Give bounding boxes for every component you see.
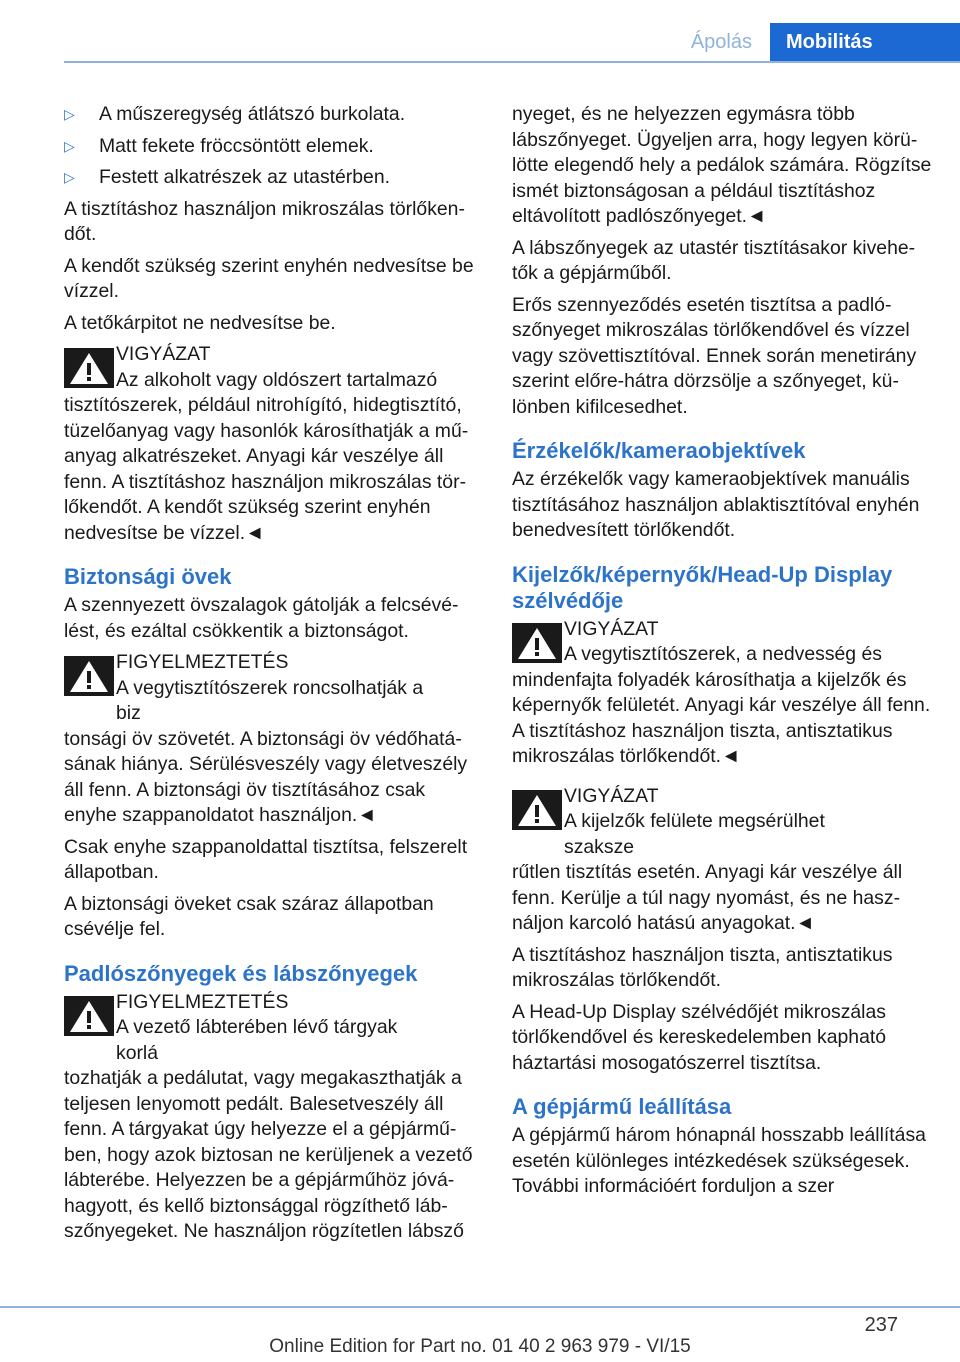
- paragraph: A biztonsági öveket csak száraz állapotban csévélje fel.: [64, 892, 434, 940]
- paragraph: A kendőt szükség szerint enyhén nedvesítse be vízzel.: [64, 254, 474, 302]
- paragraph: A szennyezett övszalagok gátolják a felcsévélést, és ezáltal csökkentik a biztonságot.: [64, 594, 459, 642]
- warning-triangle-icon: [512, 623, 562, 663]
- header-rule: [64, 61, 960, 63]
- paragraph: A Head-Up Display szélvédőjét mikroszálas törlőkendővel és kereskedelemben kapható háztartási mosogatószerrel tisztítsa.: [512, 1000, 887, 1074]
- list-item: ▷ A műszeregység átlátszó burkolata.: [64, 102, 482, 128]
- warning-box: FIGYELMEZTETÉS A vegytisztítószerek roncsolhatják a biz tonsági öv szövetét. A biztonsági öv védőhatásának hiánya. Sérülésveszély vagy életveszély áll fenn. A biztonsági öv tisztításához csak enyhe szappanoldatot használjon.◄: [64, 651, 468, 826]
- caution-box: VIGYÁZAT Az alkoholt vagy oldószert tartalmazó tisztítószerek, például nitrohígító, hidegtisztító, tüzelőanyag vagy hasonlók károsíthatják a műanyag alkatrészeket. Anyagi kár veszélye áll fenn. A tisztításhoz használjon mikroszálas törlőkendőt. A kendőt szükség szerint enyhén nedvesítse be vízzel.◄: [64, 343, 469, 544]
- warning-triangle-icon: [512, 790, 562, 830]
- list-item: ▷ Festett alkatrészek az utastérben.: [64, 165, 482, 191]
- right-column: [512, 102, 932, 1206]
- paragraph: A gépjármű három hónapnál hosszabb leállítása esetén különleges intézkedések szükségesek. További információért forduljon a szer: [512, 1124, 926, 1197]
- tab-apolas[interactable]: Ápolás: [673, 23, 770, 61]
- triangle-bullet-icon: ▷: [64, 106, 75, 122]
- section-heading: Biztonsági övek: [64, 564, 232, 589]
- section-heading: Érzékelők/kameraobjektívek: [512, 438, 806, 463]
- warning-triangle-icon: [64, 996, 114, 1036]
- section-tabs: [673, 23, 960, 61]
- caution-box: VIGYÁZAT A kijelzők felülete megsérülhet szaksze rűtlen tisztítás esetén. Anyagi kár veszélye áll fenn. Kerülje a túl nagy nyomást, és ne használjon karcoló hatású anyagokat.◄: [512, 784, 903, 934]
- paragraph: A tetőkárpitot ne nedvesítse be.: [64, 311, 336, 334]
- page-number: 237: [864, 1314, 898, 1336]
- list-item: ▷ Matt fekete fröccsöntött elemek.: [64, 134, 482, 160]
- caution-box: VIGYÁZAT A vegytisztítószerek, a nedvesség és mindenfajta folyadék károsíthatja a kijelzők és képernyők felületét. Anyagi kár veszélye áll fenn. A tisztításhoz használjon tiszta, antisztatikus mikroszálas törlőkendőt.◄: [512, 617, 931, 767]
- paragraph: A tisztításhoz használjon tiszta, antisztatikus mikroszálas törlőkendőt.: [512, 943, 893, 991]
- warning-triangle-icon: [64, 656, 114, 696]
- warning-triangle-icon: [64, 348, 114, 388]
- section-heading: Padlószőnyegek és lábszőnyegek: [64, 960, 418, 986]
- edition-footer: Online Edition for Part no. 01 40 2 963 979 - VI/15: [269, 1336, 691, 1357]
- warning-box: FIGYELMEZTETÉS A vezető lábterében lévő tárgyak korlá tozhatják a pedálutat, vagy megakaszthatják a teljesen lenyomott pedált. Balesetveszély áll fenn. A tárgyakat úgy helyezze el a gépjárműben, hogy azok biztosan ne kerüljenek a vezető lábterébe. Helyezzen be a gépjárműhöz jóváhagyott, és kellő biztonsággal rögzíthető lábszőnyegeket. Ne használjon rögzítetlen lábsző: [64, 990, 473, 1242]
- paragraph: Csak enyhe szappanoldattal tisztítsa, felszerelt állapotban.: [64, 835, 468, 883]
- left-column: [64, 102, 482, 1251]
- paragraph: A tisztításhoz használjon mikroszálas törlőkendőt.: [64, 197, 465, 245]
- tab-mobilitas[interactable]: Mobilitás: [770, 23, 960, 61]
- triangle-bullet-icon: ▷: [64, 169, 75, 185]
- paragraph: Erős szennyeződés esetén tisztítsa a padlószőnyeget mikroszálas törlőkendővel és vízzel vagy szövettisztítóval. Ennek során menetirány szerint előre-hátra dörzsölje a szőnyeget, különben kifilcesedhet.: [512, 293, 917, 418]
- section-heading: Kijelzők/képernyők/Head-Up Display szélvédője: [512, 561, 893, 613]
- triangle-bullet-icon: ▷: [64, 137, 75, 154]
- paragraph: Az érzékelők vagy kameraobjektívek manuális tisztításához használjon ablaktisztítóval enyhén benedvesített törlőkendőt.: [512, 468, 920, 541]
- paragraph: A lábszőnyegek az utastér tisztításakor kivehetők a gépjárműből.: [512, 236, 916, 284]
- section-heading: A gépjármű leállítása: [512, 1094, 732, 1119]
- paragraph: nyeget, és ne helyezzen egymásra több lábszőnyeget. Ügyeljen arra, hogy legyen körülötte elegendő hely a pedálok számára. Rögzítse ismét biztonságosan a például tisztításhoz eltávolított padlószőnyeget.◄: [512, 103, 932, 227]
- footer-rule: [0, 1306, 960, 1308]
